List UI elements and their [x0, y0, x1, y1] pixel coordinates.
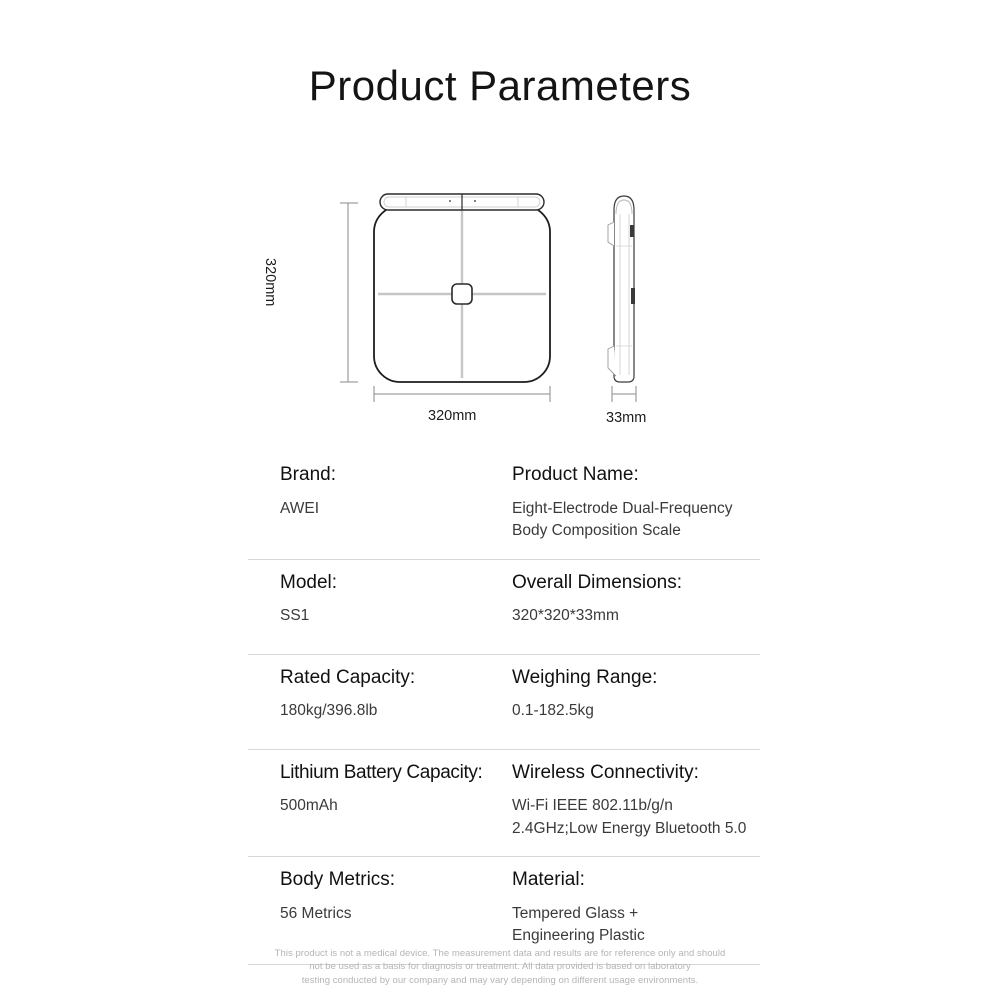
spec-label: Body Metrics:	[280, 869, 396, 891]
spec-label: Overall Dimensions:	[512, 571, 682, 593]
spec-row	[248, 560, 760, 655]
specifications-table	[248, 452, 760, 965]
spec-value: Eight-Electrode Dual-Frequency Body Composition Scale	[512, 499, 733, 540]
spec-cell-wireless-connectivity	[512, 760, 760, 841]
height-dimension-line	[340, 203, 358, 382]
width-dimension-label: 320mm	[428, 408, 477, 424]
spec-label: Model:	[280, 571, 338, 593]
spec-row	[248, 750, 760, 858]
disclaimer-line: not be used as a basis for diagnosis or treatment. All data provided is based on laboratory	[309, 961, 691, 973]
product-diagram-svg	[270, 170, 730, 440]
height-dimension-label: 320mm	[262, 258, 278, 307]
spec-row	[248, 655, 760, 750]
spec-label: Wireless Connectivity:	[512, 761, 699, 783]
spec-value: AWEI	[280, 499, 320, 517]
spec-value: 500mAh	[280, 797, 338, 815]
spec-row	[248, 452, 760, 560]
depth-dimension-line	[612, 386, 636, 402]
disclaimer-line: This product is not a medical device. The measurement data and results are for reference only and should	[274, 948, 726, 959]
spec-value: SS1	[280, 607, 310, 625]
product-diagram	[262, 170, 730, 440]
spec-label: Lithium Battery Capacity:	[280, 761, 483, 783]
spec-cell-brand	[248, 462, 512, 543]
scale-side-view	[608, 196, 635, 382]
spec-cell-overall-dimensions	[512, 570, 760, 638]
spec-value: Wi-Fi IEEE 802.11b/g/n 2.4GHz;Low Energy Bluetooth 5.0	[512, 797, 747, 837]
spec-cell-rated-capacity	[248, 665, 512, 733]
display-window	[452, 284, 472, 304]
spec-cell-product-name	[512, 462, 760, 543]
spec-value: Tempered Glass + Engineering Plastic	[512, 904, 645, 945]
disclaimer-line: testing conducted by our company and may vary depending on different usage environments.	[301, 974, 699, 986]
width-dimension-line	[374, 386, 550, 402]
page-title: Product Parameters	[308, 62, 692, 109]
depth-dimension-label: 33mm	[606, 410, 647, 426]
spec-value: 320*320*33mm	[512, 607, 619, 625]
spec-value: 180kg/396.8lb	[280, 702, 378, 720]
spec-label: Material:	[512, 869, 585, 891]
spec-cell-weighing-range	[512, 665, 760, 733]
spec-cell-model	[248, 570, 512, 638]
spec-label: Brand:	[280, 464, 336, 485]
spec-label: Rated Capacity:	[280, 666, 416, 688]
spec-cell-material	[512, 867, 760, 948]
spec-value: 56 Metrics	[280, 904, 352, 922]
spec-cell-battery-capacity	[248, 760, 512, 841]
spec-cell-body-metrics	[248, 867, 512, 948]
spec-value: 0.1-182.5kg	[512, 702, 594, 720]
spec-label: Product Name:	[512, 464, 639, 485]
disclaimer	[0, 947, 1000, 987]
scale-front-view	[374, 194, 550, 382]
spec-label: Weighing Range:	[512, 666, 658, 688]
